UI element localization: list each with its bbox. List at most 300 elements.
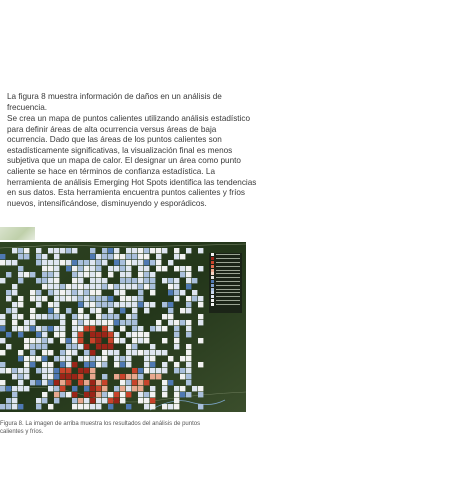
map-cell <box>150 404 155 409</box>
map-cell <box>18 404 23 409</box>
map-cell <box>102 362 107 367</box>
map-cell <box>102 350 107 355</box>
map-cell <box>180 392 185 397</box>
map-cell <box>102 260 107 265</box>
map-cell <box>30 308 35 313</box>
map-cell <box>132 380 137 385</box>
map-cell <box>36 332 41 337</box>
map-cell <box>42 260 47 265</box>
map-cell <box>180 254 185 259</box>
map-cell <box>48 266 53 271</box>
map-cell <box>78 404 83 409</box>
map-cell <box>162 350 167 355</box>
map-cell <box>78 374 83 379</box>
map-cell <box>18 386 23 391</box>
map-cell <box>96 308 101 313</box>
map-cell <box>150 392 155 397</box>
map-cell <box>120 362 125 367</box>
map-cell <box>48 260 53 265</box>
map-cell <box>186 272 191 277</box>
map-cell <box>174 398 179 403</box>
map-cell <box>84 326 89 331</box>
map-cell <box>60 332 65 337</box>
map-cell <box>120 290 125 295</box>
map-cell <box>120 308 125 313</box>
map-cell <box>6 344 11 349</box>
map-cell <box>54 368 59 373</box>
map-cell <box>0 260 5 265</box>
map-cell <box>30 296 35 301</box>
map-cell <box>66 248 71 253</box>
map-cell <box>120 302 125 307</box>
map-cell <box>126 266 131 271</box>
map-cell <box>198 266 203 271</box>
map-cell <box>90 386 95 391</box>
map-cell <box>138 386 143 391</box>
map-cell <box>78 260 83 265</box>
map-cell <box>198 320 203 325</box>
map-cell <box>198 302 203 307</box>
legend-swatch <box>211 291 214 294</box>
map-cell <box>66 392 71 397</box>
map-cell <box>42 296 47 301</box>
map-cell <box>18 350 23 355</box>
map-cell <box>36 278 41 283</box>
map-cell <box>12 314 17 319</box>
legend-swatch <box>211 288 214 291</box>
map-cell <box>102 398 107 403</box>
map-cell <box>126 302 131 307</box>
map-cell <box>150 326 155 331</box>
map-cell <box>78 356 83 361</box>
map-cell <box>162 380 167 385</box>
map-cell <box>144 350 149 355</box>
map-cell <box>30 344 35 349</box>
map-cell <box>108 284 113 289</box>
map-cell <box>180 368 185 373</box>
map-cell <box>126 278 131 283</box>
map-cell <box>36 296 41 301</box>
map-cell <box>120 338 125 343</box>
map-cell <box>174 284 179 289</box>
map-cell <box>66 356 71 361</box>
map-cell <box>84 392 89 397</box>
legend-label-line <box>216 266 240 267</box>
map-cell <box>84 362 89 367</box>
map-cell <box>150 248 155 253</box>
map-cell <box>60 320 65 325</box>
map-cell <box>186 380 191 385</box>
map-cell <box>60 368 65 373</box>
map-cell <box>84 368 89 373</box>
map-cell <box>126 296 131 301</box>
map-cell <box>162 338 167 343</box>
map-cell <box>54 392 59 397</box>
map-cell <box>72 290 77 295</box>
map-cell <box>78 326 83 331</box>
map-cell <box>84 344 89 349</box>
map-cell <box>132 320 137 325</box>
map-cell <box>72 296 77 301</box>
map-cell <box>30 362 35 367</box>
map-cell <box>24 362 29 367</box>
map-cell <box>78 332 83 337</box>
map-cell <box>66 350 71 355</box>
map-cell <box>12 386 17 391</box>
map-cell <box>150 374 155 379</box>
map-cell <box>108 398 113 403</box>
map-cell <box>132 332 137 337</box>
map-cell <box>60 374 65 379</box>
map-cell <box>36 344 41 349</box>
map-cell <box>6 290 11 295</box>
map-cell <box>54 296 59 301</box>
map-cell <box>48 248 53 253</box>
map-cell <box>114 350 119 355</box>
map-cell <box>186 320 191 325</box>
legend-label-line <box>216 262 240 263</box>
map-cell <box>96 254 101 259</box>
map-cell <box>126 332 131 337</box>
map-cell <box>30 356 35 361</box>
map-cell <box>24 326 29 331</box>
map-cell <box>114 398 119 403</box>
map-cell <box>126 362 131 367</box>
map-cell <box>174 248 179 253</box>
map-cell <box>150 302 155 307</box>
map-cell <box>48 272 53 277</box>
map-cell <box>150 368 155 373</box>
map-cell <box>144 284 149 289</box>
map-cell <box>144 362 149 367</box>
map-cell <box>174 290 179 295</box>
map-cell <box>90 332 95 337</box>
map-cell <box>102 302 107 307</box>
map-cell <box>90 338 95 343</box>
map-cell <box>108 404 113 409</box>
map-cell <box>198 338 203 343</box>
map-cell <box>36 398 41 403</box>
map-cell <box>24 356 29 361</box>
map-cell <box>174 320 179 325</box>
map-cell <box>150 290 155 295</box>
map-cell <box>90 326 95 331</box>
map-cell <box>168 284 173 289</box>
map-cell <box>120 266 125 271</box>
map-cell <box>120 374 125 379</box>
map-cell <box>108 326 113 331</box>
legend-swatch <box>211 257 214 260</box>
map-cell <box>180 308 185 313</box>
map-cell <box>36 302 41 307</box>
map-cell <box>36 338 41 343</box>
map-cell <box>0 368 5 373</box>
map-cell <box>0 380 5 385</box>
map-cell <box>90 266 95 271</box>
map-cell <box>90 284 95 289</box>
legend-swatch <box>211 269 214 272</box>
map-cell <box>90 320 95 325</box>
map-cell <box>96 320 101 325</box>
map-cell <box>90 398 95 403</box>
map-cell <box>102 380 107 385</box>
map-cell <box>66 284 71 289</box>
map-cell <box>150 284 155 289</box>
legend-label-line <box>216 304 240 305</box>
map-cell <box>198 362 203 367</box>
paragraph-intro: La figura 8 muestra información de daños en un análisis de frecuencia. <box>7 92 222 112</box>
map-cell <box>42 380 47 385</box>
map-cell <box>30 380 35 385</box>
map-cell <box>96 314 101 319</box>
map-cell <box>12 290 17 295</box>
map-cell <box>138 278 143 283</box>
map-cell <box>150 398 155 403</box>
map-cell <box>120 398 125 403</box>
map-cell <box>84 260 89 265</box>
map-cell <box>150 386 155 391</box>
map-cell <box>42 356 47 361</box>
map-cell <box>0 386 5 391</box>
map-cell <box>84 380 89 385</box>
map-cell <box>66 374 71 379</box>
map-cell <box>108 302 113 307</box>
map-cell <box>66 260 71 265</box>
map-cell <box>72 398 77 403</box>
legend-label-line <box>216 270 240 271</box>
map-cell <box>108 272 113 277</box>
map-cell <box>0 278 5 283</box>
map-cell <box>126 248 131 253</box>
map-cell <box>54 326 59 331</box>
map-cell <box>108 338 113 343</box>
map-cell <box>168 404 173 409</box>
map-cell <box>18 248 23 253</box>
map-cell <box>180 272 185 277</box>
map-cell <box>60 338 65 343</box>
map-cell <box>0 362 5 367</box>
map-cell <box>90 296 95 301</box>
map-cell <box>12 398 17 403</box>
map-cell <box>102 320 107 325</box>
map-cell <box>54 260 59 265</box>
map-cell <box>156 326 161 331</box>
map-cell <box>108 314 113 319</box>
map-cell <box>72 386 77 391</box>
map-cell <box>126 386 131 391</box>
map-cell <box>186 350 191 355</box>
map-cell <box>42 326 47 331</box>
map-cell <box>156 374 161 379</box>
map-cell <box>96 302 101 307</box>
map-cell <box>72 314 77 319</box>
map-cell <box>78 296 83 301</box>
map-cell <box>54 284 59 289</box>
map-cell <box>120 260 125 265</box>
map-cell <box>66 344 71 349</box>
map-cell <box>36 326 41 331</box>
map-cell <box>84 404 89 409</box>
map-cell <box>96 344 101 349</box>
map-cell <box>138 338 143 343</box>
map-cell <box>36 248 41 253</box>
map-cell <box>30 272 35 277</box>
map-cell <box>114 392 119 397</box>
map-cell <box>54 308 59 313</box>
map-cell <box>120 392 125 397</box>
map-cell <box>168 290 173 295</box>
map-cell <box>138 248 143 253</box>
map-cell <box>12 374 17 379</box>
map-cell <box>120 278 125 283</box>
map-cell <box>102 386 107 391</box>
map-cell <box>18 326 23 331</box>
map-cell <box>108 254 113 259</box>
map-cell <box>30 326 35 331</box>
map-cell <box>138 260 143 265</box>
map-cell <box>108 344 113 349</box>
map-cell <box>18 272 23 277</box>
map-cell <box>108 296 113 301</box>
legend-label-line <box>216 296 240 297</box>
map-cell <box>174 392 179 397</box>
map-cell <box>96 338 101 343</box>
map-cell <box>66 368 71 373</box>
map-cell <box>0 314 5 319</box>
map-cell <box>186 368 191 373</box>
map-cell <box>156 254 161 259</box>
map-cell <box>150 260 155 265</box>
legend-swatch <box>211 253 214 256</box>
map-cell <box>138 326 143 331</box>
map-cell <box>186 284 191 289</box>
map-cell <box>126 380 131 385</box>
map-cell <box>132 368 137 373</box>
map-cell <box>90 260 95 265</box>
map-cell <box>12 284 17 289</box>
map-cell <box>96 290 101 295</box>
map-cell <box>84 320 89 325</box>
map-cell <box>138 266 143 271</box>
map-cell <box>60 386 65 391</box>
map-cell <box>84 350 89 355</box>
map-cell <box>84 266 89 271</box>
map-cell <box>144 392 149 397</box>
map-cell <box>132 386 137 391</box>
map-cell <box>18 368 23 373</box>
map-cell <box>48 308 53 313</box>
map-cell <box>48 314 53 319</box>
map-cell <box>54 248 59 253</box>
map-cell <box>78 380 83 385</box>
map-cell <box>90 404 95 409</box>
map-cell <box>144 404 149 409</box>
map-cell <box>72 248 77 253</box>
map-cell <box>42 350 47 355</box>
map-cell <box>36 356 41 361</box>
map-cell <box>30 314 35 319</box>
map-cell <box>198 392 203 397</box>
figure-caption: Figura 8. La imagen de arriba muestra los resultados del análisis de puntos calientes y fríos. <box>0 421 201 435</box>
map-cell <box>18 302 23 307</box>
map-cell <box>18 314 23 319</box>
map-cell <box>156 320 161 325</box>
map-cell <box>66 380 71 385</box>
map-cell <box>96 380 101 385</box>
map-legend <box>209 253 242 313</box>
map-cell <box>60 290 65 295</box>
map-cell <box>162 404 167 409</box>
map-cell <box>126 260 131 265</box>
map-cell <box>60 362 65 367</box>
map-cell <box>96 392 101 397</box>
map-cell <box>144 308 149 313</box>
map-cell <box>90 392 95 397</box>
thumbnail-image <box>0 227 35 240</box>
map-cell <box>24 272 29 277</box>
map-cell <box>132 350 137 355</box>
map-cell <box>168 302 173 307</box>
map-cell <box>78 290 83 295</box>
map-cell <box>24 386 29 391</box>
map-cell <box>108 332 113 337</box>
map-cell <box>120 356 125 361</box>
map-cell <box>126 350 131 355</box>
map-cell <box>6 272 11 277</box>
legend-swatch <box>211 265 214 268</box>
map-cell <box>120 386 125 391</box>
map-cell <box>180 386 185 391</box>
map-cell <box>12 326 17 331</box>
map-cell <box>78 278 83 283</box>
map-cell <box>132 314 137 319</box>
map-cell <box>42 398 47 403</box>
map-cell <box>174 266 179 271</box>
map-cell <box>84 386 89 391</box>
map-cell <box>6 260 11 265</box>
map-cell <box>174 344 179 349</box>
map-cell <box>96 260 101 265</box>
map-cell <box>114 362 119 367</box>
map-cell <box>138 284 143 289</box>
map-cell <box>162 278 167 283</box>
map-cell <box>114 260 119 265</box>
map-cell <box>18 278 23 283</box>
paragraph-hotspot-description: Se crea un mapa de puntos calientes utilizando análisis estadístico para definir áreas de alta ocurrencia versus áreas de baja ocurrencia. Dado que las áreas de los puntos calientes son estadísticamente significativas, la visualización final es menos subjetiva que un mapa de calor. El designar un área como punto caliente se hace en términos de confianza estadística. La herramienta de análisis Emerging Hot Spots identifica las tendencias en sus datos. Esta herramienta encuentra puntos calientes y fríos nuevos, intensificándose, disminuyendo y esporádicos. <box>7 114 257 208</box>
map-cell <box>42 344 47 349</box>
map-cell <box>102 248 107 253</box>
map-cell <box>108 266 113 271</box>
map-cell <box>120 326 125 331</box>
map-cell <box>72 344 77 349</box>
map-cell <box>96 362 101 367</box>
map-cell <box>42 332 47 337</box>
map-cell <box>132 344 137 349</box>
map-cell <box>48 326 53 331</box>
map-cell <box>126 404 131 409</box>
map-cell <box>72 362 77 367</box>
map-cell <box>24 374 29 379</box>
map-cell <box>114 374 119 379</box>
map-cell <box>144 368 149 373</box>
map-cell <box>186 392 191 397</box>
map-cell <box>48 302 53 307</box>
map-cell <box>36 368 41 373</box>
map-cell <box>54 374 59 379</box>
map-cell <box>36 260 41 265</box>
map-cell <box>42 368 47 373</box>
map-cell <box>84 398 89 403</box>
